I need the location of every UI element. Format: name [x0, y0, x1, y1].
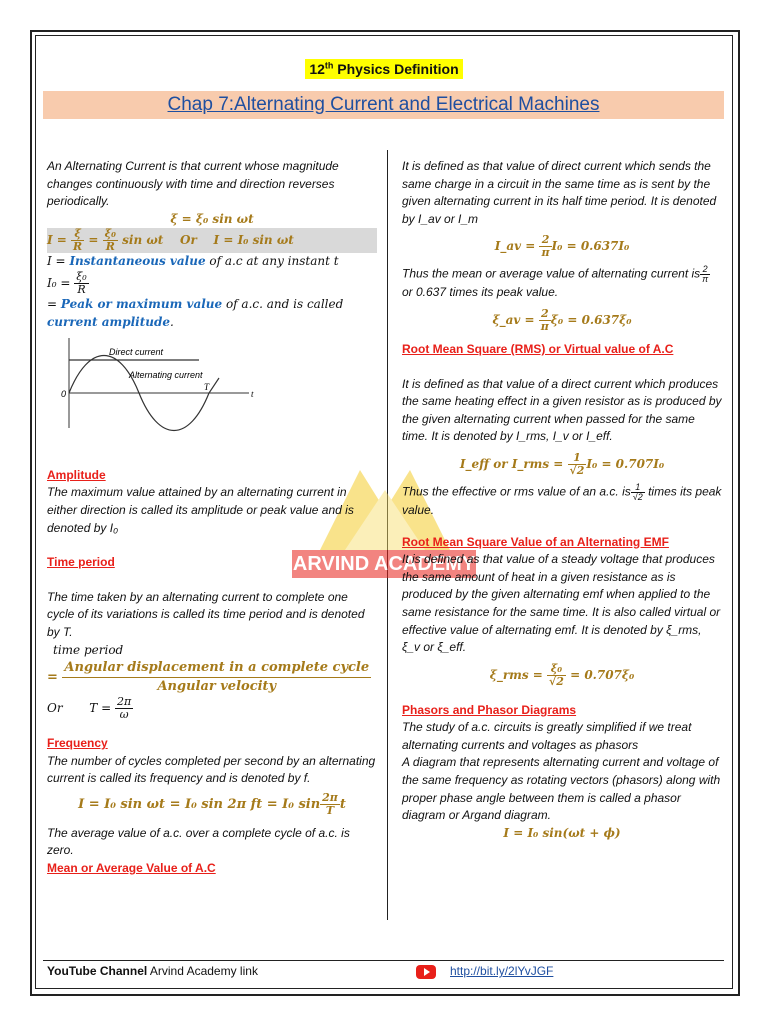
- phasor-text-1: The study of a.c. circuits is greatly simplified if we treat alternating currents and voltages as phasors: [402, 720, 692, 752]
- rms-eq-pre: I_eff or I_rms =: [459, 456, 568, 471]
- ac-intro: An Alternating Current is that current whose magnitude changes continuously with time and direction reverses periodically.: [47, 159, 339, 209]
- emf-eq-frac: $\frac{\text{ξ₀}}{√2}$: [549, 661, 564, 688]
- peak-line: [47, 271, 377, 296]
- phasor-equation: I = I₀ sin(ωt + ϕ): [503, 825, 621, 840]
- mean-definition: It is defined as that value of direct current which sends the same charge in a circuit in the same time as is sent by the given alternating current in its half time period. It is denoted by I_av or I_m: [402, 159, 717, 226]
- mean-xi-pre: ξ_av =: [492, 312, 539, 327]
- time-axis-label: t: [251, 389, 254, 400]
- amplitude-text: The maximum value attained by an alternating current in either direction is called its amplitude or peak value and is denoted by I₀: [47, 485, 354, 535]
- period-label: T: [204, 382, 210, 393]
- inst-pre: I =: [47, 254, 70, 269]
- mean-thus-frac: $\frac{2}{\pi}$: [702, 264, 709, 285]
- freq-eq-main: I = I₀ sin ωt = I₀ sin 2π ft = I₀ sin: [78, 796, 321, 812]
- instantaneous-line: [47, 253, 377, 271]
- direct-current-label: Direct current: [109, 347, 164, 358]
- mean-xi-frac: $\frac{2}{\pi}$: [540, 306, 549, 333]
- period-or: Or: [47, 701, 63, 716]
- rms-thus: Thus the effective or rms value of an a.c. is: [402, 484, 631, 499]
- left-column: [47, 158, 377, 878]
- amplitude-heading: Amplitude: [47, 467, 106, 482]
- youtube-link[interactable]: http://bit.ly/2lYvJGF: [450, 964, 554, 978]
- mean-eq-frac: $\frac{2}{\pi}$: [541, 233, 550, 260]
- rms-eq-post: I₀ = 0.707I₀: [586, 456, 665, 471]
- ac-dc-graph: [59, 333, 259, 433]
- peak-end: .: [170, 314, 174, 329]
- mean-value-heading: Mean or Average Value of A.C: [47, 861, 216, 876]
- rms-current-equation: [402, 452, 722, 477]
- period-or-line: [47, 696, 377, 721]
- inst-term: Instantaneous value: [69, 254, 206, 269]
- peak-post: of a.c. and is called: [222, 296, 344, 311]
- phasor-heading: Phasors and Phasor Diagrams: [402, 702, 577, 717]
- alternating-current-label: Alternating current: [129, 370, 203, 381]
- emf-equation: ξ = ξ₀ sin ωt: [170, 211, 254, 226]
- freq-eq-frac: $\frac{2\pi}{T}$: [322, 790, 338, 817]
- freq-eq-end: t: [339, 796, 346, 812]
- eq2-rhs: I = I₀ sin ωt: [213, 233, 294, 248]
- footer-divider: [43, 960, 724, 961]
- peak-term: Peak or maximum value: [60, 296, 223, 311]
- mean-thus-line: [402, 265, 722, 302]
- footer-channel: [47, 964, 258, 978]
- peak-eq: =: [47, 296, 61, 311]
- phasor-text-2: A diagram that represents alternating current and voltage of the same frequency as rotating vectors (phasors) along with proper phase angle between them is called a phasor diagram or Argand diagram.: [402, 755, 721, 823]
- current-amplitude-term: current amplitude: [47, 314, 171, 329]
- eq2-sin: sin ωt: [117, 233, 164, 248]
- rms-eq-frac: $\frac{1}{√2}$: [569, 450, 585, 477]
- emf-eq-post: = 0.707ξ₀: [565, 667, 635, 682]
- rms-heading: Root Mean Square (RMS) or Virtual value of A.C: [402, 341, 674, 356]
- rms-emf-heading: Root Mean Square Value of an Alternating EMF: [402, 534, 669, 549]
- rms-thus-frac: $\frac{1}{√2}$: [632, 481, 643, 502]
- time-period-heading: Time period: [47, 555, 115, 570]
- origin-label: 0: [61, 389, 67, 400]
- right-column: [402, 158, 722, 842]
- mean-current-equation: [402, 234, 722, 259]
- page-header: [0, 60, 768, 79]
- title-sup: th: [324, 60, 334, 70]
- mean-thus-post: or 0.637 times its peak value.: [402, 285, 559, 300]
- inst-post: of a.c at any instant t: [205, 254, 339, 269]
- period-eq-frac: $\frac{\text{Angular displacement in a complete cycle}}{\text{Angular velocity}}$: [64, 660, 370, 695]
- chapter-bar: [43, 91, 724, 119]
- current-equation: I = $\frac{\xi}{R}$ = $\frac{\text{ξ₀}}{R}$ sin ωt Or I = I₀ sin ωt: [47, 228, 377, 253]
- title-suffix: Physics Definition: [333, 60, 459, 77]
- period-T: T =: [89, 701, 115, 716]
- footer-channel-rest: Arvind Academy link: [147, 964, 258, 978]
- peak-definition: [47, 296, 377, 331]
- period-T-frac: $\frac{2\pi}{\omega}$: [116, 695, 132, 722]
- peak-frac: $\frac{\text{ξ₀}}{R}$: [76, 269, 87, 296]
- peak-pre: I₀ =: [47, 275, 75, 290]
- frequency-text: The number of cycles completed per second by an alternating current is called its frequency and is denoted by f.: [47, 753, 376, 786]
- footer-channel-bold: YouTube Channel: [47, 964, 148, 978]
- rms-emf-definition: It is defined as that value of a steady voltage that produces the same amount of heat in a given resistance as is produced by the given alternating emf when applied to the same resistance for the same time. It is also called virtual or effective value of alternating emf. It is denoted by ξ_rms, ξ_v or ξ_eff.: [402, 552, 721, 655]
- mean-xi-post: ξ₀ = 0.637ξ₀: [550, 312, 632, 327]
- mean-emf-equation: [402, 308, 722, 333]
- header-title-box: [305, 59, 462, 79]
- xi-over-r-frac: $\frac{\xi}{R}$: [73, 227, 83, 254]
- youtube-icon[interactable]: [416, 965, 436, 979]
- chapter-title: Chap 7:Alternating Current and Electrical Machines: [167, 94, 600, 115]
- eq2-lhs: I =: [47, 233, 72, 248]
- mean-thus: Thus the mean or average value of alternating current is: [402, 267, 701, 282]
- eq2-or: Or: [180, 233, 197, 248]
- rms-definition: It is defined as that value of a direct current which produces the same heating effect in a given resistor as is produced by the given alternating current when passed for the same time. It is denoted by I_rms, I_v or I_eff.: [402, 376, 722, 444]
- watermark-text: ARVIND ACADEMY: [292, 550, 476, 578]
- title-prefix: 12: [309, 60, 325, 77]
- frequency-equation: [47, 792, 377, 817]
- xi0-over-r-frac: $\frac{\text{ξ₀}}{R}$: [104, 227, 116, 254]
- period-eq-label: time period: [53, 642, 124, 657]
- rms-emf-equation: [402, 663, 722, 688]
- period-equation: = $\frac{\text{Angular displacement in a complete cycle}}{\text{Angular velocity}}$: [47, 660, 370, 695]
- column-divider: [387, 150, 388, 920]
- mean-eq-post: I₀ = 0.637I₀: [551, 239, 630, 254]
- mean-eq-pre: I_av =: [494, 239, 540, 254]
- frequency-heading: Frequency: [47, 736, 108, 751]
- rms-thus-line: [402, 483, 722, 520]
- average-zero-text: The average value of a.c. over a complete cycle of a.c. is zero.: [47, 825, 350, 858]
- emf-eq-pre: ξ_rms =: [489, 667, 548, 682]
- time-period-text: The time taken by an alternating current to complete one cycle of its variations is called its time period and is denoted by T.: [47, 589, 365, 639]
- rms-thus-post: times its peak value.: [402, 484, 722, 517]
